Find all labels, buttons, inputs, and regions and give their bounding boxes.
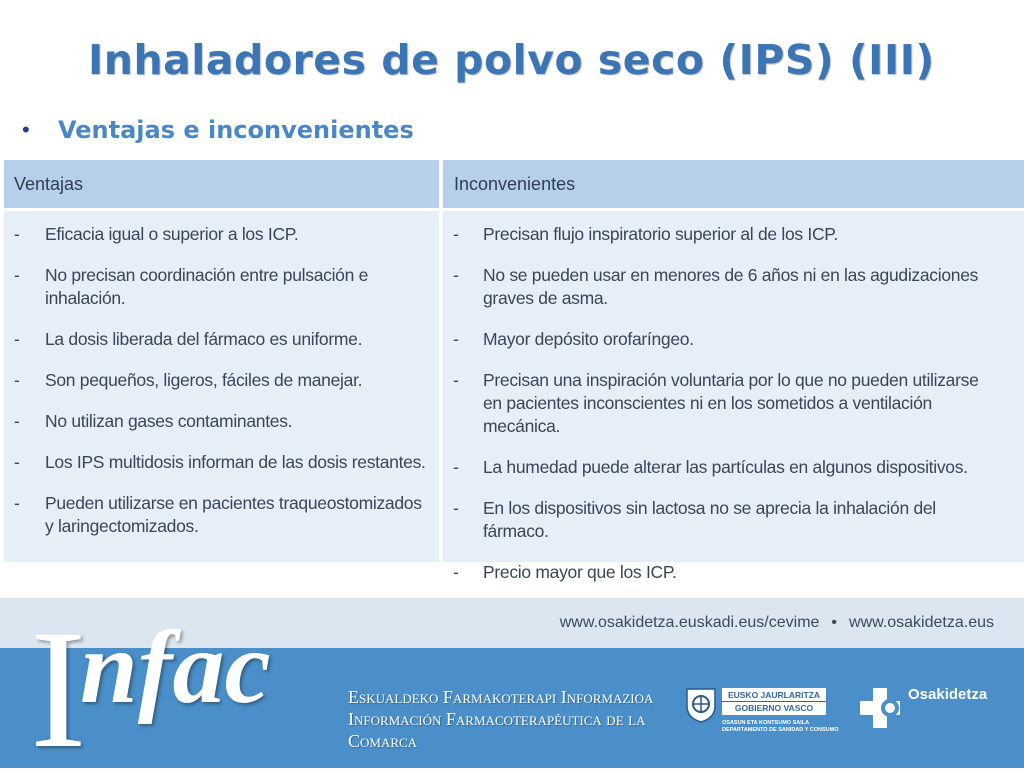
item-text: Eficacia igual o superior a los ICP. <box>45 224 299 244</box>
dash-marker: - <box>14 493 20 513</box>
list-item <box>443 264 1024 310</box>
item-text: Son pequeños, ligeros, fáciles de manejar. <box>45 370 363 390</box>
list-item <box>4 223 439 246</box>
dash-marker: - <box>453 329 459 349</box>
gobierno-vasco-logo <box>684 684 839 736</box>
cevime-link[interactable]: www.osakidetza.euskadi.eus/cevime <box>559 614 820 631</box>
list-item <box>4 369 439 392</box>
shield-icon <box>684 686 718 724</box>
dash-marker: - <box>453 224 459 244</box>
item-text: Pueden utilizarse en pacientes traqueostomizados y laringectomizados. <box>45 493 422 536</box>
item-text: No precisan coordinación entre pulsación e inhalación. <box>45 265 369 308</box>
department-spanish: DEPARTAMENTO DE SANIDAD Y CONSUMO <box>722 727 839 733</box>
link-separator: • <box>831 614 838 631</box>
dash-marker: - <box>14 411 20 431</box>
list-item <box>443 561 1024 584</box>
item-text: Los IPS multidosis informan de las dosis restantes. <box>45 452 426 472</box>
list-item <box>4 451 439 474</box>
footer-links <box>560 614 994 632</box>
logo-initial: I <box>30 595 87 783</box>
advantages-list <box>4 211 439 538</box>
disadvantages-column <box>443 160 1024 582</box>
item-text: La dosis liberada del fármaco es uniforme. <box>45 329 363 349</box>
dash-marker: - <box>453 457 459 477</box>
caption-spanish: Información Farmacoterapéutica de la Comarca <box>348 709 646 751</box>
dash-marker: - <box>453 498 459 518</box>
disadvantages-list <box>443 211 1024 584</box>
dash-marker: - <box>14 224 20 244</box>
dash-marker: - <box>453 370 459 390</box>
item-text: Precisan una inspiración voluntaria por lo que no pueden utilizarse en pacientes inconscientes ni en los sometidos a ventilación mecánica. <box>483 370 979 436</box>
item-text: No utilizan gases contaminantes. <box>45 411 293 431</box>
item-text: La humedad puede alterar las partículas en algunos dispositivos. <box>483 457 968 477</box>
subtitle-text: Ventajas e inconvenientes <box>58 116 414 144</box>
item-text: No se pueden usar en menores de 6 años ni en las agudizaciones graves de asma. <box>483 265 979 308</box>
list-item <box>4 492 439 538</box>
comparison-table <box>4 160 1024 582</box>
bullet-icon: • <box>22 117 30 142</box>
advantages-header: Ventajas <box>4 160 439 211</box>
list-item <box>443 456 1024 479</box>
eusko-line1: EUSKO JAURLARITZA <box>727 690 821 700</box>
footer-caption <box>348 686 668 752</box>
list-item <box>443 369 1024 438</box>
department-basque: OSASUN ETA KONTSUMO SAILA <box>722 720 810 726</box>
advantages-column <box>4 160 439 562</box>
item-text: Precisan flujo inspiratorio superior al de los ICP. <box>483 224 838 244</box>
dash-marker: - <box>14 329 20 349</box>
dash-marker: - <box>453 562 459 582</box>
item-text: Mayor depósito orofaríngeo. <box>483 329 694 349</box>
osakidetza-cross-icon <box>858 686 902 730</box>
list-item <box>443 223 1024 246</box>
dash-marker: - <box>14 265 20 285</box>
department-label <box>722 720 842 734</box>
gobierno-vasco-label <box>722 688 826 715</box>
page-title: Inhaladores de polvo seco (IPS) (III) <box>88 36 935 84</box>
dash-marker: - <box>14 452 20 472</box>
osakidetza-link[interactable]: www.osakidetza.eus <box>849 614 994 631</box>
disadvantages-header: Inconvenientes <box>443 160 1024 211</box>
list-item <box>4 410 439 433</box>
section-subtitle <box>22 116 414 144</box>
infac-logo <box>22 595 362 783</box>
item-text: En los dispositivos sin lactosa no se aprecia la inhalación del fármaco. <box>483 498 936 541</box>
logo-letters: nfac <box>80 610 271 725</box>
item-text: Precio mayor que los ICP. <box>483 562 677 582</box>
dash-marker: - <box>453 265 459 285</box>
list-item <box>4 328 439 351</box>
osakidetza-logo <box>858 682 1008 732</box>
dash-marker: - <box>14 370 20 390</box>
list-item <box>443 497 1024 543</box>
osakidetza-label: Osakidetza <box>908 686 988 703</box>
eusko-line2: GOBIERNO VASCO <box>722 701 826 714</box>
list-item <box>443 328 1024 351</box>
caption-basque: Eskualdeko Farmakoterapi Informazioa <box>348 687 654 707</box>
list-item <box>4 264 439 310</box>
